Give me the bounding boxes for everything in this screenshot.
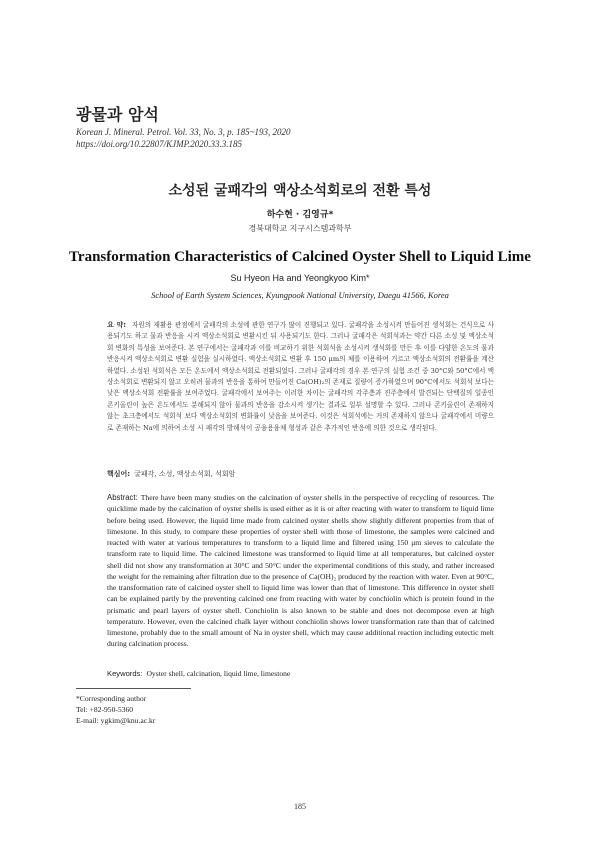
journal-citation: Korean J. Mineral. Petrol. Vol. 33, No. 3, p. 185~193, 2020 — [76, 127, 291, 137]
korean-authors: 하수현 · 김영규* — [266, 210, 334, 220]
english-keywords — [107, 669, 494, 678]
page-number: 185 — [294, 802, 306, 811]
footnote-divider — [76, 688, 191, 689]
english-authors: Su Hyeon Ha and Yeongkyoo Kim* — [230, 273, 370, 283]
footnote-tel: Tel: +82-950-5360 — [76, 705, 134, 715]
english-abstract-text: There have been many studies on the calcination of oyster shells in the perspective of recycling of resources. The quicklime made by the calcination of oyster shells is used either as it is or after reacting with water to transform to liquid lime before being used. However, the liquid lime made from calcined oyster shells show slightly different properties from that of limestone. In this study, to compare these properties of oyster shell with those of limestone, the samples were calcined and reacted with water at various temperatures to transform to a liquid lime and filtered using 150 μm sieves to calculate the transform rate to liquid lime. The calcined limestone was transformed to liquid lime at all temperatures, but calcined oyster shell did not show any transformation at 30°C and 50°C under the experimental conditions of this study, and rather increased the weight for the remaining after filtration due to the presence of Ca(OH)₂ produced by the reaction with water. Even at 90°C, the transformation rate of calcined oyster shell to liquid lime was lower than that of limestone. This difference in oyster shell can be explained partly by the preventing calcined one from reacting with water by conchiolin which is protein found in the prismatic and pearl layers of oyster shell. Conchiolin is also known to be stable and does not decompose even at high temperature. However, even the calcined chalk layer without conchiolin shows lower transformation rate than that of calcined limestone, probably due to the small amount of Na in oyster shell, which may cause additional reaction including eutectic melt during calcination process. — [107, 493, 494, 649]
journal-name: 광물과 암석 — [76, 105, 159, 124]
korean-keywords-text: 굴패각, 소성, 액상소석회, 석회암 — [134, 470, 236, 478]
english-affiliation: School of Earth System Sciences, Kyungpook National University, Daegu 41566, Korea — [151, 290, 449, 300]
korean-keywords-label: 핵심어: — [107, 470, 131, 478]
journal-doi[interactable]: https://doi.org/10.22807/KJMP.2020.33.3.185 — [76, 139, 243, 149]
english-keywords-label: Keywords: — [107, 669, 143, 678]
english-abstract — [107, 492, 494, 650]
english-abstract-label: Abstract: — [107, 493, 138, 502]
korean-keywords — [107, 469, 494, 479]
footnote-email[interactable]: E-mail: ygkim@knu.ac.kr — [76, 716, 156, 726]
korean-abstract-label: 요 약: — [107, 321, 127, 329]
english-keywords-text: Oyster shell, calcination, liquid lime, limestone — [146, 669, 291, 678]
footnote-corresponding: *Corresponding author — [76, 694, 147, 703]
korean-affiliation: 경북대학교 지구시스템과학부 — [248, 224, 352, 233]
korean-abstract-text: 자원의 재활용 관점에서 굴패각의 소성에 관한 연구가 많이 진행되고 있다. 굴패각을 소성시켜 만들어진 생석회는 건식으로 사용되기도 하고 물과 반응을 시켜 액상소석회로 변환시킨 뒤 사용되기도 한다. 그러나 굴패각은 석회석과는 약간 다른 소성 및 액상소석회 변화의 특성을 보여준다. 본 연구에서는 굴패각과 이를 비교하기 위한 석회석을 소성시켜 생석회를 만든 후 이를 다양한 온도의 물과 반응시켜 액상소석회로 변환 실험을 실시하였다. 액상소석회로 변환 후 150 μm의 체를 이용하여 거르고 액상소석회의 전환률을 계산하였다. 소성된 석회석은 모든 온도에서 액상소석회로 전환되었다. 그러나 굴패각의 경우 본 연구의 실험 조건 중 30°C와 50°C에서 액상소석회로 변환되지 않고 오히려 물과의 반응을 통하여 만들어진 Ca(OH)₂의 존재로 질량이 증가하였으며 90°C에서도 석회석 보다는 낮은 액상소석회 전환률을 보여주었다. 굴패각에서 보여주는 이러한 차이는 굴패각의 각주층과 진주층에서 발견되는 단백질의 일종인 콘키올린이 높은 온도에서도 분해되지 않아 물과의 반응을 감소시켜 생기는 결과로 일부 설명할 수 있다. 그러나 콘키올린이 존재하지 않는 초크층에서도 석회석 보다 액상소석회의 변화률이 낮음을 보여준다. 이것은 석회석에는 거의 존재하지 않으나 굴패각에서 미량으로 존재하는 Na에 의하여 소성 시 패각의 방해석이 공융용융체 형성과 같은 추가적인 반응에 의한 것으로 생각된다. — [107, 321, 495, 432]
korean-title: 소성된 굴패각의 액상소석회로의 전환 특성 — [168, 183, 432, 199]
footnote — [76, 693, 155, 727]
journal-citation-block — [76, 126, 290, 150]
english-title: Transformation Characteristics of Calcined Oyster Shell to Liquid Lime — [69, 249, 531, 265]
korean-abstract — [107, 320, 494, 434]
